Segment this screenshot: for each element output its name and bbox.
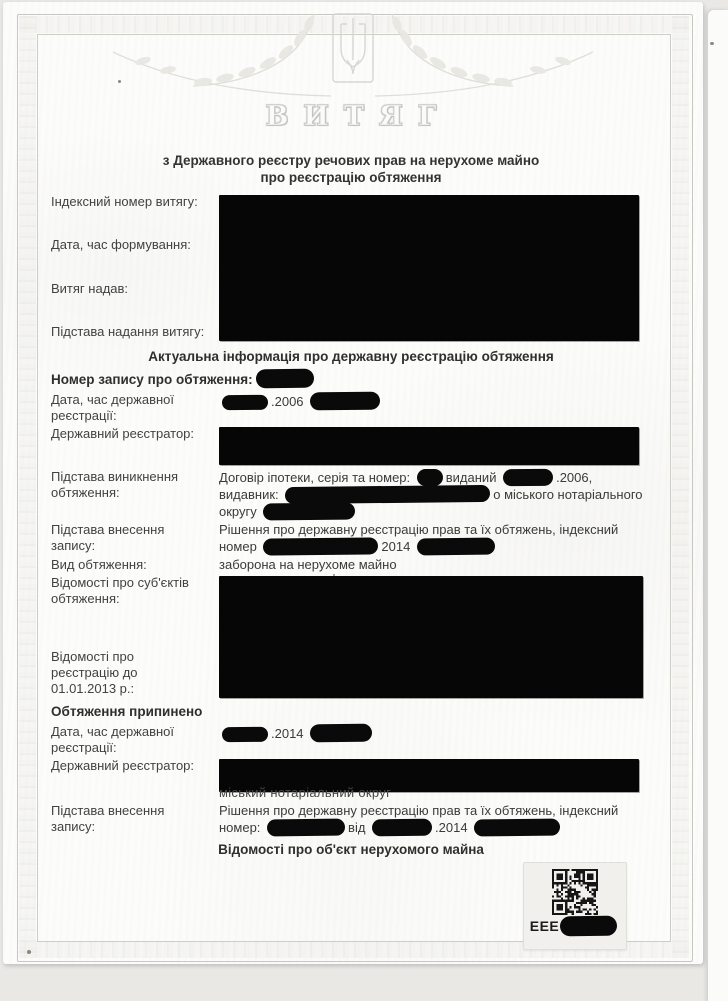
field-row bbox=[51, 392, 651, 424]
field-label: Витяг надав: bbox=[51, 280, 129, 296]
redaction-blob bbox=[560, 916, 617, 937]
field-value-text: .2014 bbox=[271, 726, 308, 741]
field-value-text: заборона на нерухоме майно bbox=[219, 557, 397, 572]
field-value bbox=[219, 194, 651, 343]
section-header: Обтяження припинено bbox=[51, 704, 203, 719]
field-value bbox=[219, 575, 651, 700]
fields-block-subjects-and-pre-2013 bbox=[51, 575, 651, 700]
subtitle-line-2: про реєстрацію обтяження bbox=[260, 170, 442, 185]
redaction-blob bbox=[256, 369, 314, 389]
record-number-line bbox=[51, 369, 651, 388]
field-value-text: від bbox=[348, 820, 370, 835]
redaction-blob bbox=[310, 724, 372, 743]
field-row bbox=[51, 469, 651, 520]
field-label: Індексний номер витягу: bbox=[51, 194, 198, 209]
qr-sticker bbox=[523, 862, 627, 950]
dust-speck bbox=[333, 574, 335, 576]
field-value bbox=[219, 758, 651, 801]
field-value bbox=[219, 426, 651, 467]
field-value bbox=[219, 557, 651, 573]
redaction-box bbox=[219, 195, 639, 341]
field-label: Дата, час державної реєстрації: bbox=[51, 724, 175, 755]
document-sections bbox=[51, 194, 651, 858]
redaction-blob bbox=[474, 819, 560, 837]
field-value-text: Рішення про державну реєстрацію прав та їх обтяжень, індексний номер: bbox=[219, 803, 619, 835]
field-label: Відомості про суб'єктів обтяження: bbox=[51, 575, 189, 606]
field-label: Підстава внесення запису: bbox=[51, 803, 165, 834]
redaction-blob bbox=[222, 395, 268, 410]
partially-covered-text bbox=[219, 785, 392, 801]
adjacent-page-edge bbox=[707, 9, 728, 1001]
field-value bbox=[219, 469, 651, 520]
redaction-blob bbox=[310, 392, 380, 411]
field-value-text: Договір іпотеки, серія та номер: bbox=[219, 470, 414, 485]
field-value-text: .2006 bbox=[271, 394, 308, 409]
field-value-text: .2014 bbox=[435, 820, 472, 835]
field-label: Державний реєстратор: bbox=[51, 426, 195, 441]
field-label: Дата, час державної реєстрації: bbox=[51, 392, 175, 423]
field-value bbox=[219, 724, 651, 756]
clipped-text-fragment: міський нотаріальний округ bbox=[219, 785, 392, 800]
field-label: Підстава виникнення обтяження: bbox=[51, 469, 179, 500]
dust-speck bbox=[710, 42, 714, 45]
field-value-text: 2014 bbox=[381, 539, 414, 554]
subtitle-line-1: з Державного реєстру речових прав на нерухоме майно bbox=[162, 153, 540, 168]
field-value bbox=[219, 803, 651, 836]
redaction-blob bbox=[372, 819, 432, 837]
section-header: Актуальна інформація про державну реєстрацію обтяження bbox=[148, 349, 554, 364]
field-row bbox=[51, 803, 651, 836]
redaction-blob bbox=[417, 538, 495, 556]
field-labels bbox=[51, 575, 219, 697]
field-label: Відомості про реєстрацію до 01.01.2013 р.: bbox=[51, 649, 138, 696]
redaction-blob bbox=[285, 485, 490, 504]
field-value bbox=[219, 392, 651, 424]
record-number-label: Номер запису про обтяження: bbox=[51, 372, 253, 387]
field-label: Вид обтяження: bbox=[51, 557, 147, 572]
redaction-blob bbox=[263, 503, 355, 521]
redaction-blob bbox=[267, 819, 345, 837]
section-header: Відомості про об'єкт нерухомого майна bbox=[218, 842, 484, 857]
document-subtitle bbox=[51, 152, 651, 186]
field-label: Державний реєстратор: bbox=[51, 758, 195, 773]
field-row bbox=[51, 724, 651, 756]
dust-speck bbox=[118, 80, 121, 83]
field-row bbox=[51, 758, 651, 801]
document-content bbox=[51, 100, 651, 950]
field-value bbox=[219, 522, 651, 555]
field-row bbox=[51, 522, 651, 555]
redaction-box bbox=[219, 427, 639, 465]
field-label: Підстава надання витягу: bbox=[51, 323, 205, 339]
field-row bbox=[51, 426, 651, 467]
redaction-blob bbox=[417, 469, 443, 486]
redaction-blob bbox=[503, 469, 553, 487]
qr-code-label: EEE bbox=[529, 918, 560, 934]
coat-of-arms-icon bbox=[73, 6, 633, 111]
field-value-text: .2006, видавник: bbox=[219, 470, 593, 502]
field-label: Підстава внесення запису: bbox=[51, 522, 165, 553]
qr-caption bbox=[530, 916, 621, 936]
field-value-text: Рішення про державну реєстрацію прав та їх обтяжень, індексний номер bbox=[219, 522, 619, 554]
field-label: Дата, час формування: bbox=[51, 237, 191, 253]
field-value-text: о міського нотаріального округу bbox=[219, 487, 643, 519]
field-labels bbox=[51, 194, 219, 340]
qr-code-icon bbox=[552, 869, 598, 915]
dust-speck bbox=[27, 950, 31, 954]
redaction-blob bbox=[263, 537, 378, 555]
document-title: ВИТЯГ bbox=[265, 101, 452, 132]
redaction-blob bbox=[222, 727, 268, 742]
document-page bbox=[3, 2, 703, 964]
field-value-text: виданий bbox=[445, 470, 501, 485]
redaction-box bbox=[219, 576, 643, 698]
field-row bbox=[51, 557, 651, 573]
fields-block-extract-info bbox=[51, 194, 651, 343]
